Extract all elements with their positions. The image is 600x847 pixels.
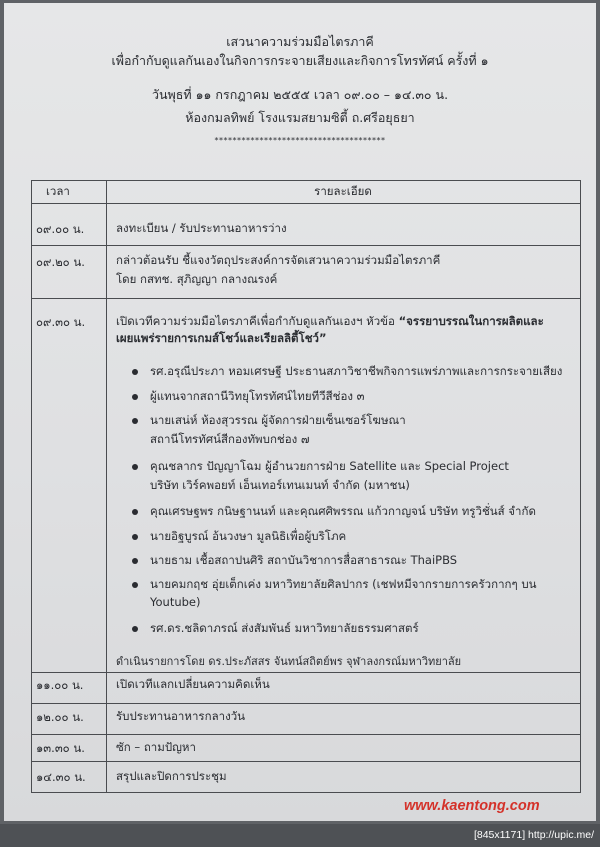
document-page (4, 3, 596, 821)
bullet-icon (132, 369, 138, 375)
bullet-icon (132, 509, 138, 515)
bullet-icon (132, 582, 138, 588)
row-detail: ซัก – ถามปัญหา (116, 740, 196, 754)
row-time: ๑๒.๐๐ น. (36, 710, 84, 724)
row-divider (32, 761, 580, 762)
topic-title-cont: เผยแพร่รายการเกมส์โชว์และเรียลลิตี้โชว์” (116, 331, 327, 345)
topic-intro: เปิดเวทีความร่วมมือไตรภาคีเพื่อกำกับดูแลกันเองฯ หัวข้อ (116, 314, 399, 328)
event-venue: ห้องกมลทิพย์ โรงแรมสยามซิตี้ ถ.ศรีอยุธยา (185, 110, 415, 125)
row-time: ๑๑.๐๐ น. (36, 678, 84, 692)
row-detail: สรุปและปิดการประชุม (116, 769, 227, 783)
separator-stars: ************************************** (214, 136, 386, 145)
column-header-time: เวลา (46, 184, 70, 198)
row-time: ๐๙.๒๐ น. (36, 255, 85, 269)
row-detail (116, 314, 571, 329)
watermark-link[interactable]: www.kaentong.com (404, 798, 540, 814)
row-divider (32, 245, 580, 246)
footer-caption[interactable]: [845x1171] http://upic.me/ (473, 829, 594, 841)
row-divider (32, 672, 580, 673)
column-header-detail: รายละเอียด (314, 184, 372, 198)
document-subtitle: เพื่อกำกับดูแลกันเองในกิจการกระจายเสียงและกิจการโทรทัศน์ ครั้งที่ ๑ (111, 53, 489, 68)
row-divider (32, 734, 580, 735)
row-time: ๐๙.๐๐ น. (36, 222, 85, 236)
row-divider (32, 703, 580, 704)
row-detail-line2 (116, 331, 571, 346)
row-time: ๑๓.๓๐ น. (36, 741, 85, 755)
row-time: ๐๙.๓๐ น. (36, 315, 86, 329)
row-detail: ลงทะเบียน / รับประทานอาหารว่าง (116, 221, 287, 235)
row-detail: เปิดเวทีแลกเปลี่ยนความคิดเห็น (116, 677, 270, 691)
row-detail: รับประทานอาหารกลางวัน (116, 709, 246, 723)
schedule-table: เวลา รายละเอียด ๐๙.๐๐ น. ลงทะเบียน / รับประทานอาหารว่าง ๐๙.๒๐ น. กล่าวต้อนรับ ชี้แจงวัตถุประสงค์การจัดเสวนาความร่วมมือไตรภาคี โดย กสทช. สุภิญญา กลางณรงค์ ๐๙.๓๐ น. เปิดเวทีความร่วมมือไตรภาคีเพื่อกำกับดูแลกันเองฯ หัวข้อ “จรรยาบรรณในการผลิตและ เผยแพร่รายการเกมส์โชว์และเรียลลิตี้โชว์” รศ.อรุณีประภา หอมเศรษฐี ประธานสภาวิชาชีพกิจการแพร่ภาพและการกระจายเสียง ผู้แทนจากสถานีวิทยุโทรทัศน์ไทยทีวีสีช่อง ๓ นายเสน่ห์ ห้องสุวรรณ ผู้จัดการฝ่ายเซ็นเซอร์โฆษณา สถานีโทรทัศน์สีกองทัพบกช่อง ๗ คุณชลากร ปัญญาโฉม ผู้อำนวยการฝ่าย Satellite และ Special Project บริษัท เวิร์คพอยท์ เอ็นเทอร์เทนเมนท์ จำกัด (มหาชน) คุณเศรษฐพร กนิษฐานนท์ และคุณศศิพรรณ แก้วกาญจน์ บริษัท ทรูวิชั่นส์ จำกัด นายอิฐบูรณ์ อ้นวงษา มูลนิธิเพื่อผู้บริโภค นายธาม เชื้อสถาปนศิริ สถาบันวิชาการสื่อสาธารณะ ThaiPBS นายคมกฤช อุ่ยเต็กเค่ง มหาวิทยาลัยศิลปากร (เชฟหมีจากรายการครัวกากๆ บน Youtube) รศ.ดร.ชลิดาภรณ์ ส่งสัมพันธ์ มหาวิทยาลัยธรรมศาสตร์ ดำเนินรายการโดย ดร.ประภัสสร จันทน์สถิตย์พร จุฬาลงกรณ์มหาวิทยาลัย ๑๑.๐๐ น. เปิดเวทีแลกเปลี่ยนความคิดเห็น ๑๒.๐๐ น. รับประทานอาหารกลางวัน ๑๓.๓๐ น. ซัก – ถามปัญหา ๑๔.๓๐ น. สรุปและปิดการประชุม (31, 180, 581, 793)
bullet-icon (132, 394, 138, 400)
document-title: เสวนาความร่วมมือไตรภาคี (226, 34, 374, 49)
row-detail: กล่าวต้อนรับ ชี้แจงวัตถุประสงค์การจัดเสวนาความร่วมมือไตรภาคี (116, 253, 441, 267)
bullet-icon (132, 464, 138, 470)
row-divider (32, 203, 580, 204)
row-divider (32, 298, 580, 299)
bullet-icon (132, 418, 138, 424)
bullet-icon (132, 558, 138, 564)
column-divider (106, 181, 107, 792)
moderator-line: ดำเนินรายการโดย ดร.ประภัสสร จันทน์สถิตย์พร จุฬาลงกรณ์มหาวิทยาลัย (116, 655, 462, 668)
topic-title: “จรรยาบรรณในการผลิตและ (398, 314, 544, 328)
row-detail-line2: โดย กสทช. สุภิญญา กลางณรงค์ (116, 272, 278, 286)
bullet-icon (132, 626, 138, 632)
bullet-icon (132, 534, 138, 540)
row-time: ๑๔.๓๐ น. (36, 770, 86, 784)
event-date: วันพุธที่ ๑๑ กรกฎาคม ๒๕๕๕ เวลา ๐๙.๐๐ – ๑๔.๓๐ น. (151, 87, 449, 102)
